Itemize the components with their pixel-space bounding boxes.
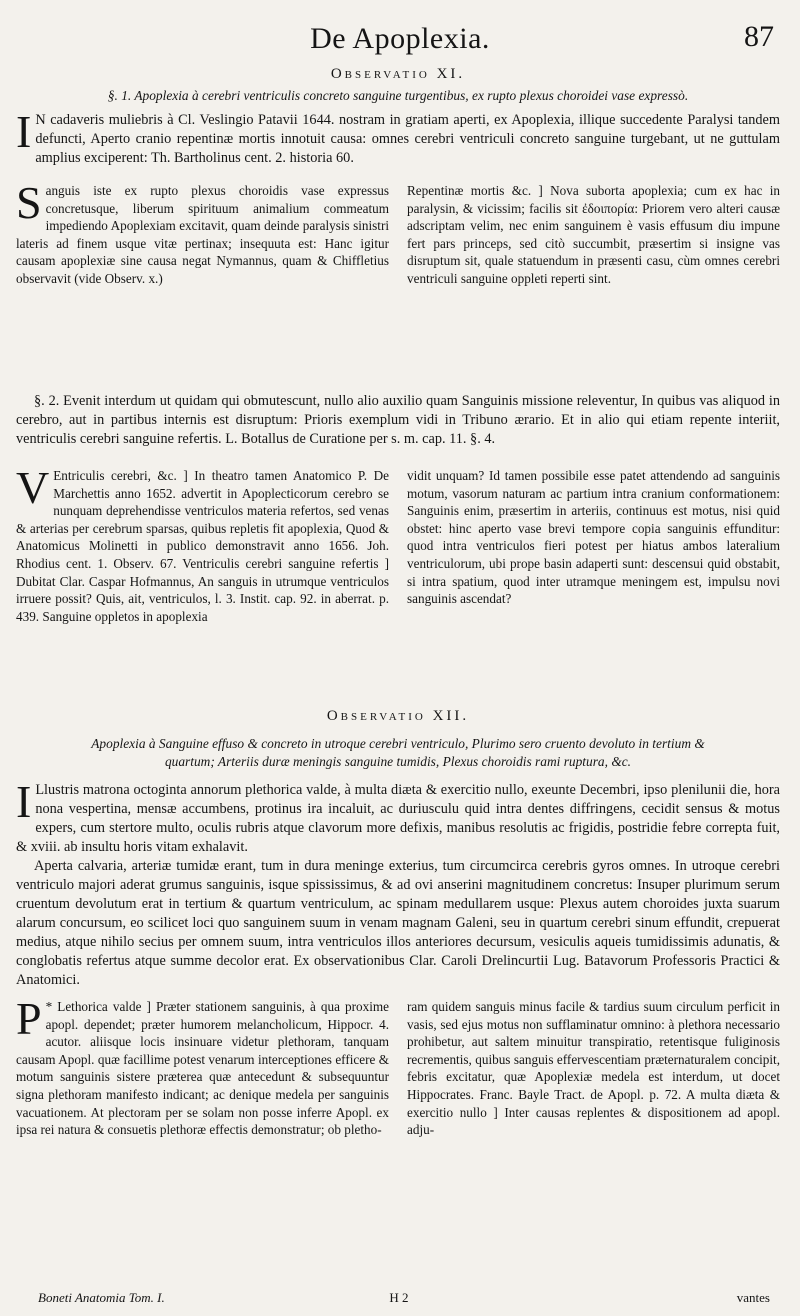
commentary-columns: [16, 462, 780, 625]
paragraph-text: Llustris matrona octoginta annorum plethorica valde, à multa diæta & exercitio nullo, exeunte Decembri, ipso plenilunii die, hora nona vespertina, mensæ accumbens, protinus ira incaluit, ac duriusculu quid intra dentes diffringens, cecidit sensus & motus expers, cum stertore multo, oculis rubris atque clavorum more defixis, manibus resolutis ac frigidis, postridie febre correpta fuit, & xviii. ab insultu horis vitam exhalavit.: [16, 782, 780, 855]
paragraph-text: N cadaveris muliebris à Cl. Veslingio Patavii 1644. nostram in gratiam aperti, ex Apoplexia, illique succedente Paralysi tandem defuncti, Aperto cranio repentinæ mortis innotuit causa: omnes cerebri ventriculi concreto sanguine turgebant, ut ne guttulam amplius exciperent: Th. Bartholinus cent. 2. historia 60.: [35, 112, 780, 166]
commentary-text: * Lethorica valde ] Præter stationem sanguinis, à qua proxime apopl. dependet; præter humorem melancholicum, Hippocr. 4. acutor. aliisque locis insinuare videtur plethoram, tanquam causam Apopl. quæ facillime potest venarum interceptiones efficere & motum sanguinis sistere præterea quæ antecedunt & subsequuntur signa plethoram manifesto indicant; ac denique medela per sanguinis vacuationem. At plectoram per se solam non posse inferre Apopl. ex ipsa rei natura & consuetis plethoræ effectis demonstratur; ob pletho-: [16, 999, 389, 1138]
catchword: vantes: [736, 1290, 770, 1305]
body-paragraph: [16, 776, 780, 857]
section-title: §. 1. Apoplexia à cerebri ventriculis concreto sanguine turgentibus, ex rupto plexus choroidei vase expressò.: [107, 88, 689, 103]
drop-cap: S: [16, 177, 42, 228]
running-title: De Apoplexia.: [310, 22, 490, 55]
drop-cap: I: [16, 106, 32, 157]
commentary-right: [407, 182, 780, 288]
commentary-left: [16, 462, 389, 625]
commentary-columns: [16, 993, 780, 1139]
observation-12: [16, 708, 780, 1139]
drop-cap: P: [16, 993, 42, 1044]
commentary-text: anguis iste ex rupto plexus choroidis vase expressus concretusque, liberum spirituum animalium commeatum impediendo Apoplexiam excitavit, quam deinde paralysis sinistri lateris ad finem usque vitæ pertinax; insequuta est: Hanc igitur causam apoplexiæ sine causa negat Nymannus, quam & Chiffletius observavit (vide Observ. x.): [16, 183, 389, 286]
commentary-columns: [16, 177, 780, 288]
observation-heading: Observatio XI.: [330, 66, 466, 82]
commentary-text: vidit unquam? Id tamen possibile esse patet attendendo ad sanguinis motum, vasorum naturam ac partium intra cranium conformationem: Sanguinis enim, præsertim in arteriis, continuus est motus, nisi quid obstet: hinc aperto vase brevi tempore copia sanguinis effunditur: quod intra ventriculos fieri potest per hiatus ambos lateralium ventriculorum, ubi prope basin adaperti sunt: descensui quid obstabit, si intra spatium, quod inter utramque meningem est, impulsu novi sanguinis ascendat?: [407, 468, 780, 607]
observation-11: [16, 66, 780, 288]
footer-book-title: Boneti Anatomia Tom. I.: [38, 1290, 165, 1305]
page-header: [0, 20, 800, 60]
page-footer: [38, 1290, 770, 1310]
observation-heading: Observatio XII.: [326, 708, 470, 724]
commentary-left: [16, 177, 389, 288]
commentary-text: ram quidem sanguis minus facile & tardius suum circulum perficit in vasis, sed ejus motus non sufflaminatur omnino: à plethora necessario prohibetur, aut saltem minuitur transpiratio, retentisque fuliginosis recrementis, quibus sanguis effervescentiam præternaturalem concipit, febris excitatur, quæ Apoplexiæ medela est interdum, ut docet Hippocrates. Franc. Bayle Tract. de Apopl. p. 72. A multa diæta & exercitio nullo ] Inter causas replentes & dispositionem ad apopl. adju-: [407, 999, 780, 1138]
signature-mark: H 2: [389, 1290, 409, 1305]
commentary-right: [407, 467, 780, 625]
page-number: 87: [744, 20, 774, 53]
body-paragraph: [16, 106, 780, 168]
body-paragraph: Aperta calvaria, arteriæ tumidæ erant, tum in dura meninge exterius, tum circumcirca cerebris gyros omnes. In utroque cerebri ventriculo majori aderat grumus sanguinis, isque spississimus, & ad ovi anserini magnitudinem concretus: Insuper plurimum serum cruentum devolutum erat in tertium & quartum ventriculum, ac spinam medullarem usque: Plexus autem choroides juxta suarum alarum concursum, eo scilicet loci quo sanguinem suum in venam magnam Galeni, seu in quartum cerebri sinum effundit, crepuerat medius, atque nihilo secius per omnem suum, intra ventriculos illos anteriores decursum, vesiculis aqueis tumidissimis adunatis, & conglobatis refertus atque summe decolor erat. Ex observationibus Clar. Caroli Drelincurtii Lug. Batavorum Professoris Practici & Anatomici.: [16, 858, 780, 988]
section-2: [16, 392, 780, 625]
section-title: Apoplexia à Sanguine effuso & concreto in utroque cerebri ventriculo, Plurimo sero cruento devoluto in tertium & quartum; Arteriis duræ meningis sanguine tumidis, Plexus choroidis rami ruptura, &c.: [91, 736, 705, 769]
drop-cap: I: [16, 776, 32, 827]
commentary-right: [407, 998, 780, 1139]
body-paragraph: §. 2. Evenit interdum ut quidam qui obmutescunt, nullo alio auxilio quam Sanguinis missione releventur, In quibus vas aliquod in cerebro, aut in partibus internis est disruptum: Prioris exemplum vidi in Tribuno ærario. Et in alio qui etiam repente interiit, ventriculis cerebri sanguine refertis. L. Botallus de Curatione per s. m. cap. 11. §. 4.: [16, 393, 780, 447]
commentary-text: Repentinæ mortis &c. ] Nova suborta apoplexia; cum ex hac in paralysin, & vicissim; facilis sit ἐδοιπορία: Priorem vero alteri causæ adscriptam velim, nec enim sanguinem è vasis effusum diu impune fert pars princeps, sed citò succumbit, præsertim si insigne vas disruptum sit, quale statuendum in præsenti casu, cùm omnes cerebri ventriculi sanguine oppleti reperti sint.: [407, 183, 780, 286]
drop-cap: V: [16, 462, 50, 513]
commentary-left: [16, 993, 389, 1139]
commentary-text: Entriculis cerebri, &c. ] In theatro tamen Anatomico P. De Marchettis anno 1652. advertit in Apoplecticorum cerebro se nunquam deprehendisse ventriculos materia refertos, sed venas & arterias per cerebrum sparsas, quibus repletis fit apoplexia, Quod & Anatomicus Molinetti in publico demonstravit anno 1656. Joh. Rhodius cent. 1. Observ. 67. Ventriculis cerebri sanguine refertis ] Dubitat Clar. Caspar Hofmannus, An sanguis in utrumque ventriculos irruere possit? Quis, ait, ventriculos, l. 3. Instit. cap. 92. in aberrat. p. 439. Sanguine oppletos in apoplexia: [16, 468, 389, 624]
